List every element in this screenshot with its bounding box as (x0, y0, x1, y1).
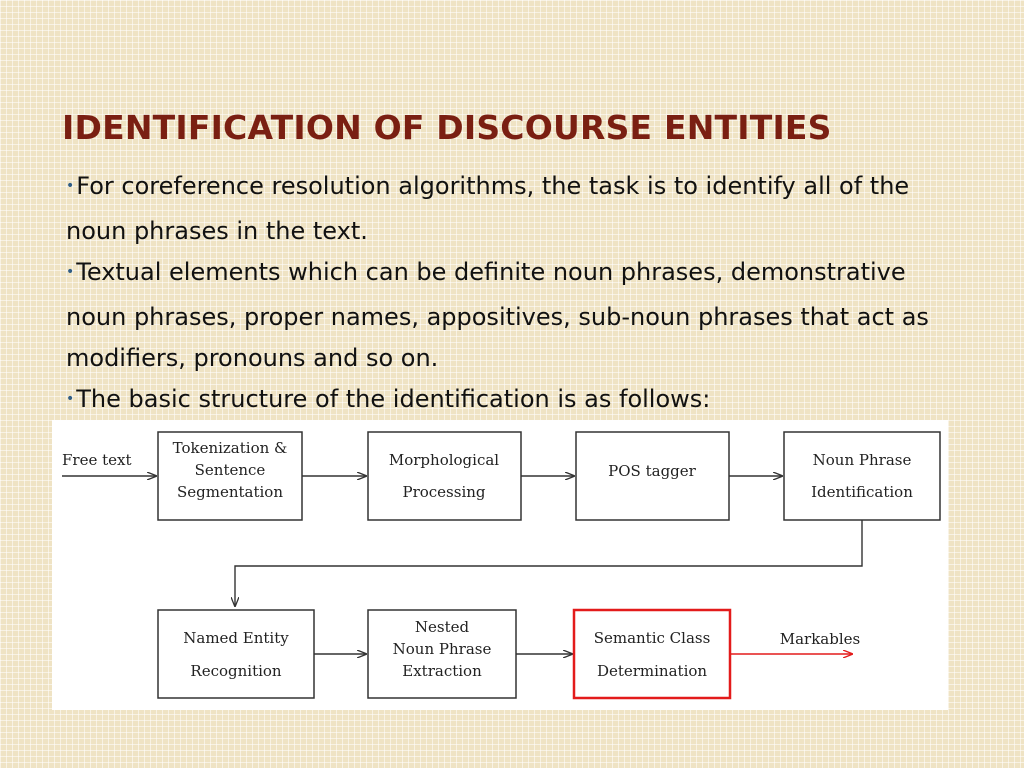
bullet-text: The basic structure of the identification is as follows: (76, 385, 711, 413)
stage-line: Recognition (190, 662, 282, 680)
bullet-text: For coreference resolution algorithms, the task is to identify all of the noun phrases in the text. (66, 172, 910, 245)
stage-line: POS tagger (608, 462, 696, 480)
stage-line: Semantic Class (593, 629, 711, 647)
stage-morphological-box (368, 432, 521, 520)
stage-line: Morphological (388, 451, 500, 469)
stage-line: Noun Phrase (812, 451, 912, 469)
stage-line: Determination (596, 662, 708, 680)
stage-semantic-class-box (574, 610, 730, 698)
stage-line: Segmentation (176, 483, 284, 501)
output-label-markables: Markables (779, 630, 861, 648)
slide-title: IDENTIFICATION OF DISCOURSE ENTITIES (62, 108, 832, 147)
bullet-icon: • (66, 391, 75, 407)
pipeline-diagram (52, 420, 948, 710)
slide-body (66, 166, 966, 424)
stage-line: Nested (414, 618, 470, 636)
stage-noun-phrase-identification-box (784, 432, 940, 520)
bullet-icon: • (66, 178, 75, 194)
stage-line: Sentence (194, 461, 266, 479)
stage-line: Named Entity (183, 629, 289, 647)
bullet-icon: • (66, 264, 75, 280)
stage-line: Extraction (402, 662, 482, 680)
pipeline-diagram-svg (52, 420, 948, 710)
stage-line: Tokenization & (172, 439, 288, 457)
stage-tokenization-box (158, 432, 302, 520)
stage-nested-np-box (368, 610, 516, 698)
arrow-row-connector (235, 520, 862, 606)
stage-line: Identification (811, 483, 913, 501)
input-label-free-text: Free text (62, 451, 132, 469)
bullet-item-coreference (66, 166, 966, 252)
bullet-item-textual-elements (66, 252, 966, 379)
stage-line: Noun Phrase (392, 640, 492, 658)
bullet-item-basic-structure (66, 379, 966, 424)
stage-pos-tagger-box (576, 432, 729, 520)
stage-named-entity-box (158, 610, 314, 698)
bullet-text: Textual elements which can be definite noun phrases, demonstrative noun phrases, proper names, appositives, sub-noun phrases that act as modifiers, pronouns and so on. (66, 258, 929, 372)
stage-line: Processing (402, 483, 486, 501)
